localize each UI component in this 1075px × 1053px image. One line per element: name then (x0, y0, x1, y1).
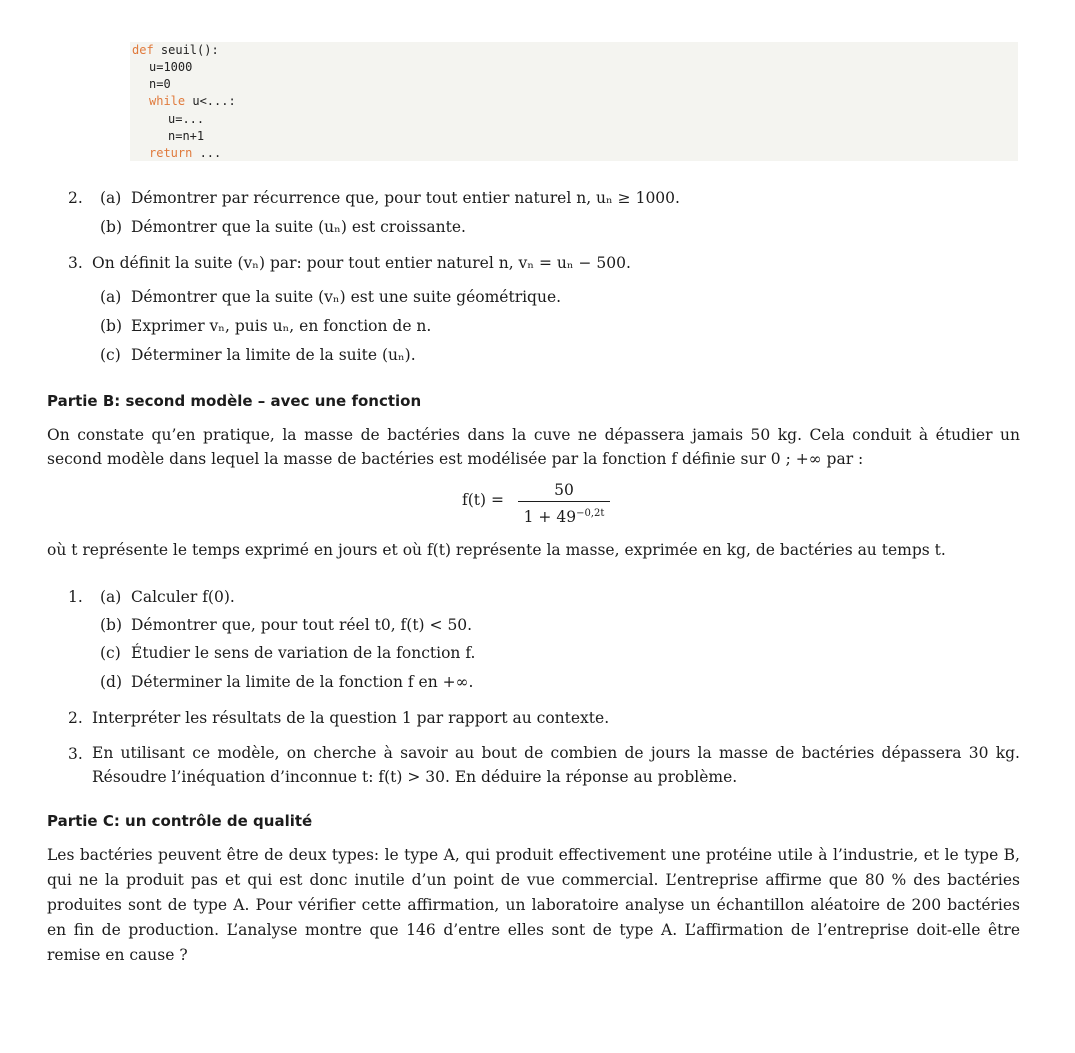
code-line: u=1000 (149, 60, 193, 74)
subquestion-text: Étudier le sens de variation de la fonction f. (131, 644, 476, 662)
question-number: 1. (68, 588, 83, 606)
fraction-denominator: $1 + 49^{-0,2t}$ (523, 508, 605, 527)
subquestion-label: (b) (100, 317, 123, 335)
paragraph: On constate qu’en pratique, la masse de bactéries dans la cuve ne dépassera jamais 50 kg. Cela conduit à étudier un second modèle dans lequel la masse de bactéries est modélisée par la fonction f définie sur 0 ; +∞ par : (47, 426, 1020, 468)
subquestion-text: Exprimer vₙ, puis uₙ, en fonction de n. (131, 317, 432, 335)
subquestion-label: (a) (100, 189, 122, 207)
subquestion-text: Démontrer que la suite (vₙ) est une suite géométrique. (131, 288, 562, 306)
question-number: 2. (68, 709, 83, 727)
fraction (518, 480, 610, 527)
code-line: n=n+1 (168, 129, 205, 143)
subquestion-label: (b) (100, 218, 123, 236)
code-block (130, 42, 1018, 161)
code-line: n=0 (149, 77, 171, 91)
fraction-numerator: 50 (554, 481, 574, 499)
subquestion-text: Démontrer que, pour tout réel t0, f(t) < 50. (131, 616, 473, 634)
subquestion-text: Déterminer la limite de la fonction f en +∞. (131, 673, 474, 691)
code-line: return ... (149, 146, 222, 160)
subquestion-label: (c) (100, 346, 121, 364)
paragraph: Les bactéries peuvent être de deux types: le type A, qui produit effectivement une protéine utile à l’industrie, et le type B, qui ne la produit pas et qui est donc inutile d’un point de vue commercial. L’entreprise affirme que 80 % des bactéries produites sont de type A. Pour vérifier cette affirmation, un laboratoire analyse un échantillon aléatoire de 200 bactéries en fin de production. L’analyse montre que 146 d’entre elles sont de type A. L’affirmation de l’entreprise doit-elle être remise en cause ? (47, 846, 1020, 964)
formula-exponent: −0,2t (576, 508, 605, 519)
question-text: En utilisant ce modèle, on cherche à savoir au bout de combien de jours la masse de bactéries dépassera 30 kg. Résoudre l’inéquation d’inconnue t: f(t) > 30. En déduire la réponse au problème. (92, 744, 1020, 786)
section-heading: Partie C: un contrôle de qualité (47, 812, 313, 830)
subquestion-text: Déterminer la limite de la suite (uₙ). (131, 346, 416, 364)
subquestion-text: Démontrer par récurrence que, pour tout entier naturel n, uₙ ≥ 1000. (131, 189, 680, 207)
question-text: Interpréter les résultats de la question 1 par rapport au contexte. (92, 709, 610, 727)
subquestion-label: (c) (100, 644, 121, 662)
subquestion-label: (a) (100, 288, 122, 306)
question-number: 2. (68, 189, 83, 207)
code-line: def seuil(): (132, 43, 219, 57)
code-line: while u<...: (149, 94, 236, 108)
section-heading: Partie B: second modèle – avec une fonction (47, 392, 422, 410)
fraction-bar (518, 501, 610, 502)
formula-lhs: f(t) = (462, 491, 504, 509)
subquestion-label: (b) (100, 616, 123, 634)
code-line: u=... (168, 112, 205, 126)
question-number: 3. (68, 745, 83, 763)
paragraph: où t représente le temps exprimé en jours et où f(t) représente la masse, exprimée en kg, de bactéries au temps t. (47, 541, 946, 559)
question-number: 3. (68, 254, 83, 272)
subquestion-text: Calculer f(0). (131, 588, 235, 606)
subquestion-label: (d) (100, 673, 123, 691)
subquestion-text: Démontrer que la suite (uₙ) est croissante. (131, 218, 466, 236)
question-text: On définit la suite (vₙ) par: pour tout entier naturel n, vₙ = uₙ − 500. (92, 254, 631, 272)
subquestion-label: (a) (100, 588, 122, 606)
